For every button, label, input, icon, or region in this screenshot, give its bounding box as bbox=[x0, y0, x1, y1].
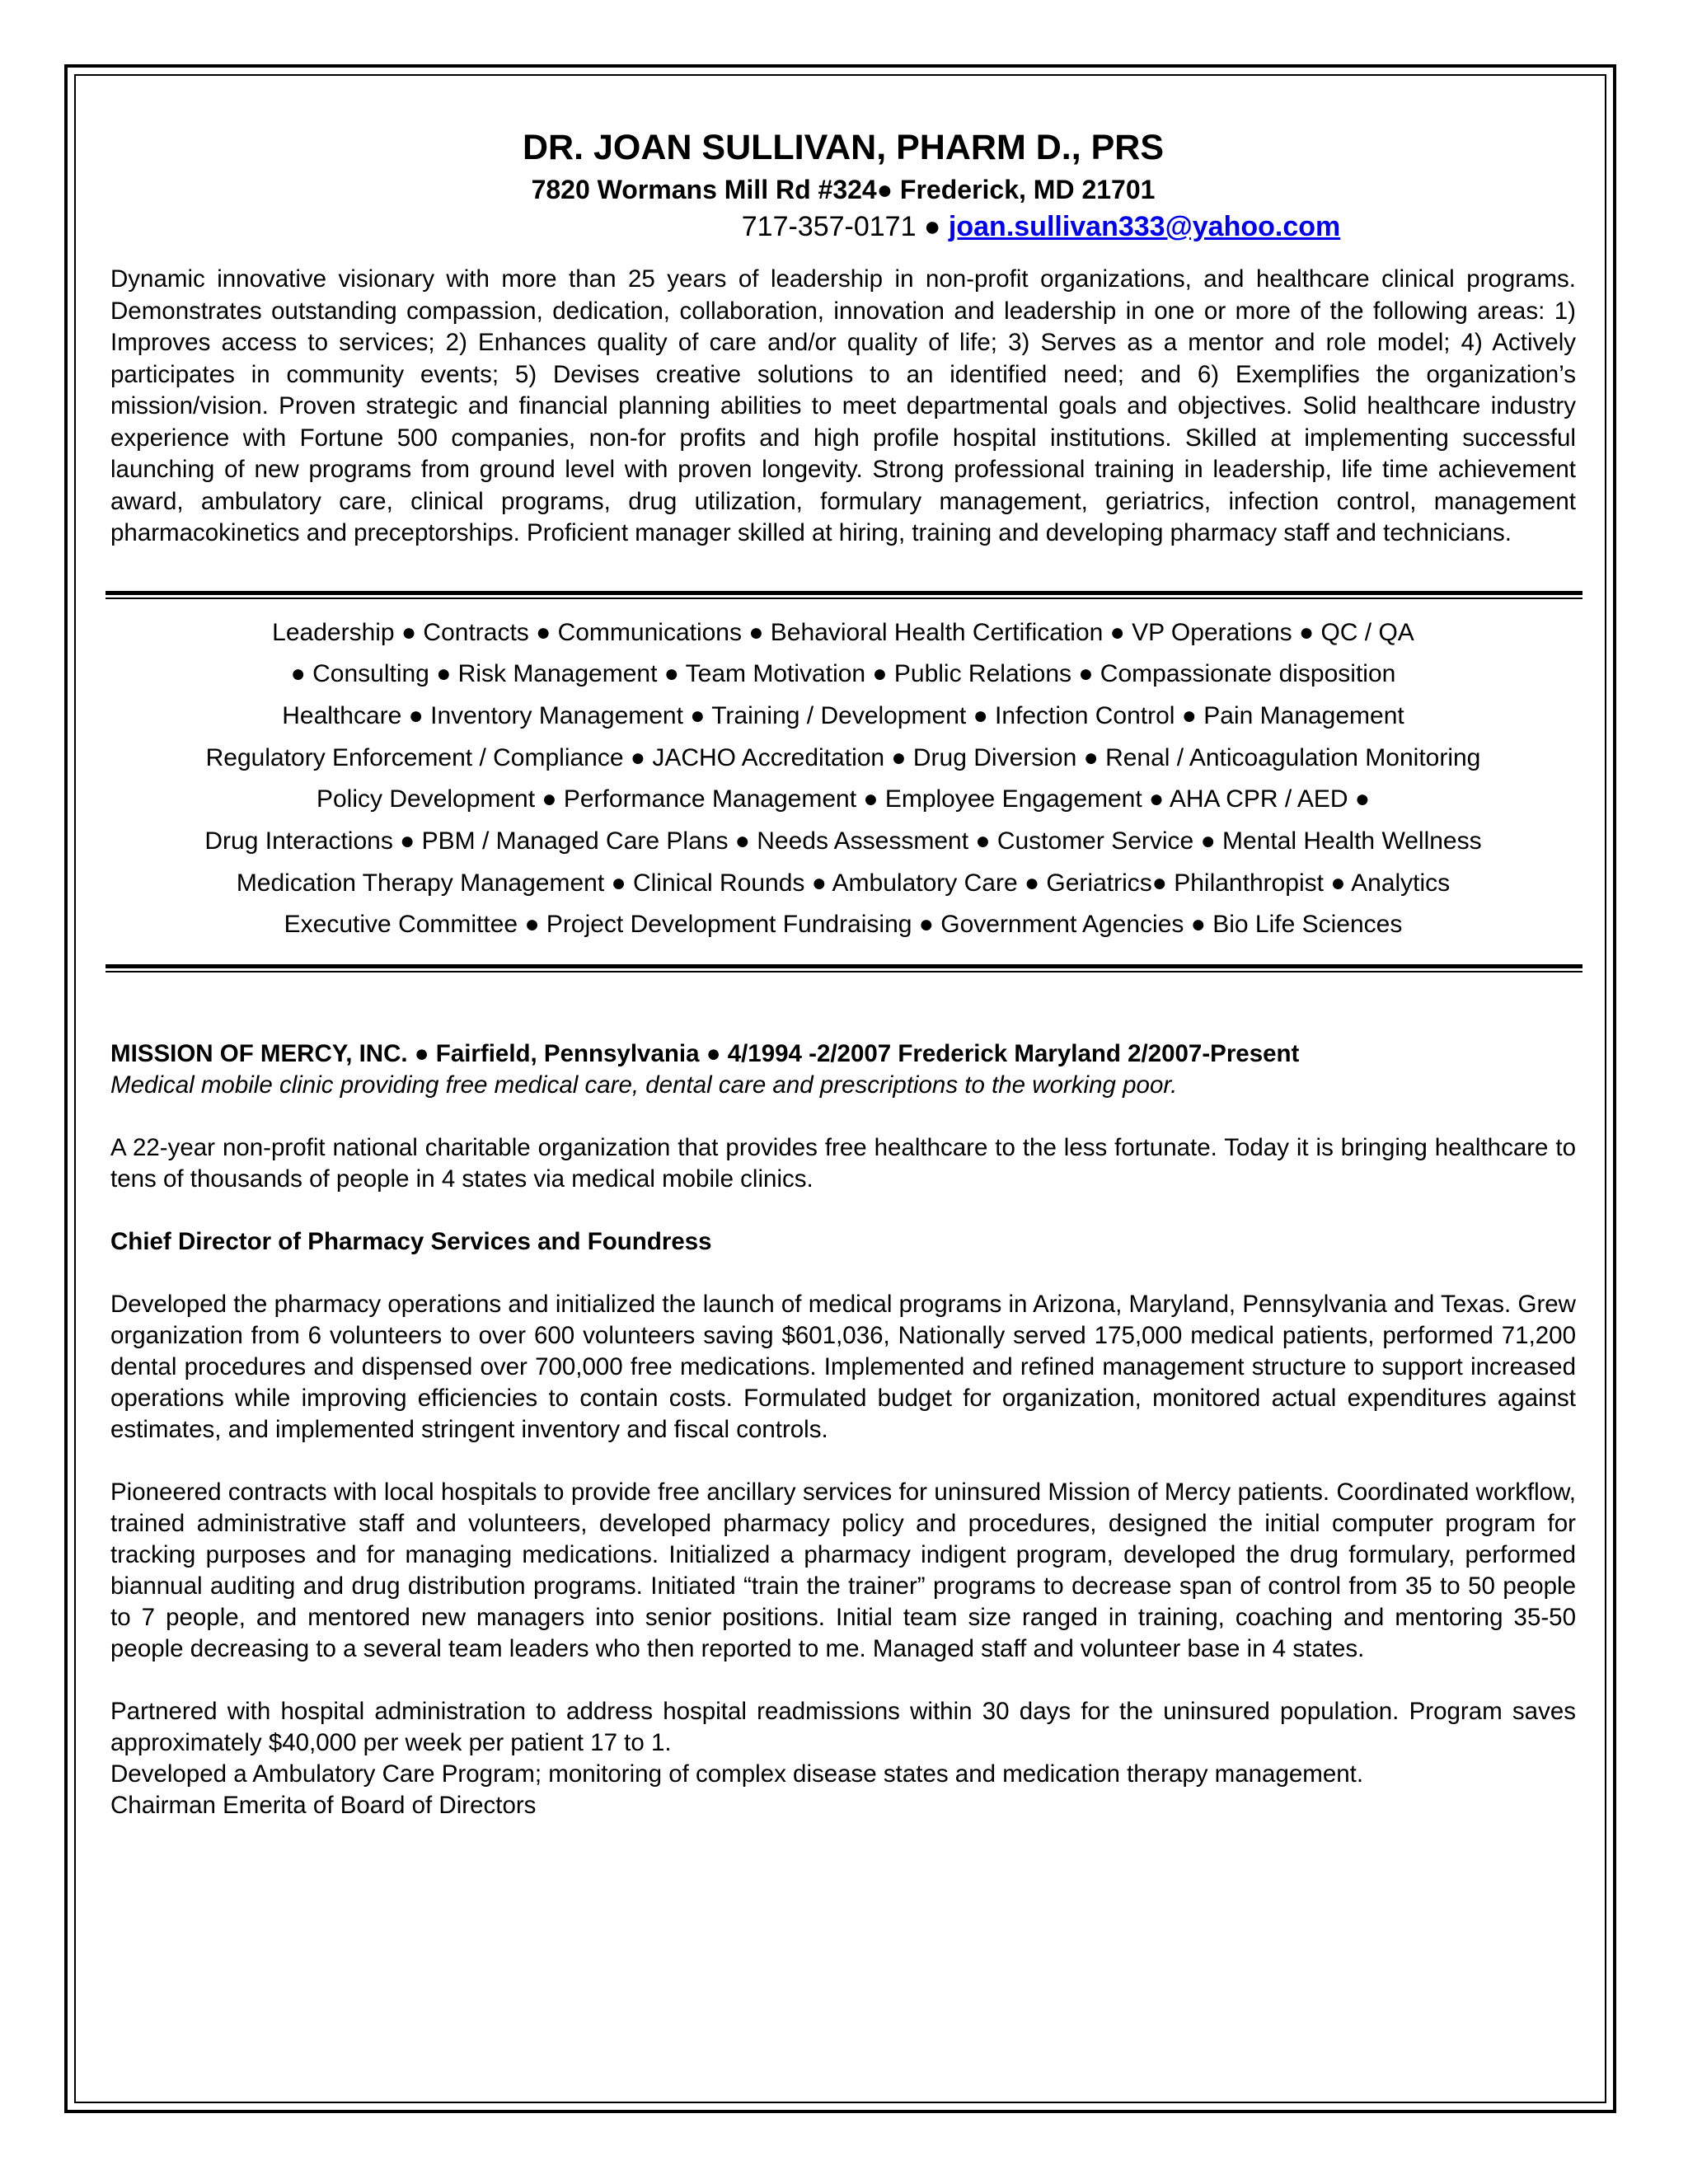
organization-intro: A 22-year non-profit national charitable organization that provides free healthcare to the less fortunate. Today it is bringing healthcare to tens of thousands of people in 4 states via medical mobile clinics. bbox=[110, 1134, 1576, 1193]
divider-top bbox=[106, 591, 1582, 599]
skill-line: Policy Development ● Performance Management ● Employee Engagement ● AHA CPR / AED ● bbox=[316, 785, 1371, 813]
experience-paragraph: Pioneered contracts with local hospitals to provide free ancillary services for uninsured Mission of Mercy patients. Coordinated workflow, trained administrative staff and volunteers, developed pharmacy policy and procedures, designed the initial computer program for tracking purposes and for managing medications. Initialized a pharmacy indigent program, developed the drug formulary, performed biannual auditing and drug distribution programs. Initiated “train the trainer” programs to decrease span of control from 35 to 50 people to 7 people, and mentored new managers into senior positions. Initial team size ranged in training, coaching and mentoring 35-50 people decreasing to a several team leaders who then reported to me. Managed staff and volunteer base in 4 states. bbox=[110, 1479, 1576, 1663]
skill-line: ● Consulting ● Risk Management ● Team Motivation ● Public Relations ● Compassionate disposition bbox=[290, 660, 1396, 688]
professional-summary: Dynamic innovative visionary with more than 25 years of leadership in non-profit organizations, and healthcare clinical programs. Demonstrates outstanding compassion, dedication, collaboration, innovation and leadership in one or more of the following areas: 1) Improves access to services; 2) Enhances quality of care and/or quality of life; 3) Serves as a mentor and role model; 4) Actively participates in community events; 5) Devises creative solutions to an identified need; and 6) Exemplifies the organization’s mission/vision. Proven strategic and financial planning abilities to meet departmental goals and objectives. Solid healthcare industry experience with Fortune 500 companies, non-for profits and high profile hospital institutions. Skilled at implementing successful launching of new programs from ground level with proven longevity. Strong professional training in leadership, life time achievement award, ambulatory care, clinical programs, drug utilization, formulary management, geriatrics, infection control, management pharmacokinetics and preceptorships. Proficient manager skilled at hiring, training and developing pharmacy staff and technicians. bbox=[110, 265, 1576, 546]
address-line: 7820 Wormans Mill Rd #324● Frederick, MD 21701 bbox=[531, 175, 1156, 204]
experience-paragraph: Developed a Ambulatory Care Program; monitoring of complex disease states and medication therapy management. bbox=[110, 1760, 1364, 1788]
experience-paragraph: Partnered with hospital administration to address hospital readmissions within 30 days for the uninsured population. Program saves approximately $40,000 per week per patient 17 to 1. bbox=[110, 1698, 1576, 1757]
skill-line: Regulatory Enforcement / Compliance ● JACHO Accreditation ● Drug Diversion ● Renal / Anticoagulation Monitoring bbox=[205, 743, 1481, 771]
resume-content bbox=[110, 124, 1576, 1821]
resume-header bbox=[110, 124, 1576, 246]
skill-line: Medication Therapy Management ● Clinical Rounds ● Ambulatory Care ● Geriatrics● Philanthropist ● Analytics bbox=[236, 869, 1451, 897]
skill-line: Healthcare ● Inventory Management ● Training / Development ● Infection Control ● Pain Management bbox=[282, 701, 1404, 729]
email-link[interactable]: joan.sullivan333@yahoo.com bbox=[948, 211, 1341, 242]
experience-paragraph: Developed the pharmacy operations and initialized the launch of medical programs in Arizona, Maryland, Pennsylvania and Texas. Grew organization from 6 volunteers to over 600 volunteers saving $601,036, Nationally served 175,000 medical patients, performed 71,200 dental procedures and dispensed over 700,000 free medications. Implemented and refined management structure to support increased operations while improving efficiencies to contain costs. Formulated budget for organization, monitored actual expenditures against estimates, and implemented stringent inventory and fiscal controls. bbox=[110, 1291, 1576, 1444]
phone-number: 717-357-0171 ● bbox=[741, 211, 949, 242]
candidate-name: DR. JOAN SULLIVAN, PHARM D., PRS bbox=[522, 128, 1165, 167]
divider-bottom bbox=[106, 964, 1582, 972]
experience-section bbox=[110, 1038, 1576, 1821]
skills-block bbox=[110, 599, 1576, 955]
experience-paragraph: Chairman Emerita of Board of Directors bbox=[110, 1792, 537, 1820]
organization-description: Medical mobile clinic providing free medical care, dental care and prescriptions to the working poor. bbox=[110, 1071, 1178, 1099]
job-title: Chief Director of Pharmacy Services and Foundress bbox=[110, 1228, 712, 1256]
organization-heading: MISSION OF MERCY, INC. ● Fairfield, Pennsylvania ● 4/1994 -2/2007 Frederick Maryland 2/2007-Present bbox=[110, 1040, 1300, 1068]
skill-line: Drug Interactions ● PBM / Managed Care Plans ● Needs Assessment ● Customer Service ● Mental Health Wellness bbox=[204, 827, 1482, 855]
contact-line bbox=[110, 208, 1576, 246]
skill-line: Executive Committee ● Project Development Fundraising ● Government Agencies ● Bio Life Sciences bbox=[284, 911, 1403, 939]
skill-line: Leadership ● Contracts ● Communications ● Behavioral Health Certification ● VP Operations ● QC / QA bbox=[272, 618, 1414, 646]
